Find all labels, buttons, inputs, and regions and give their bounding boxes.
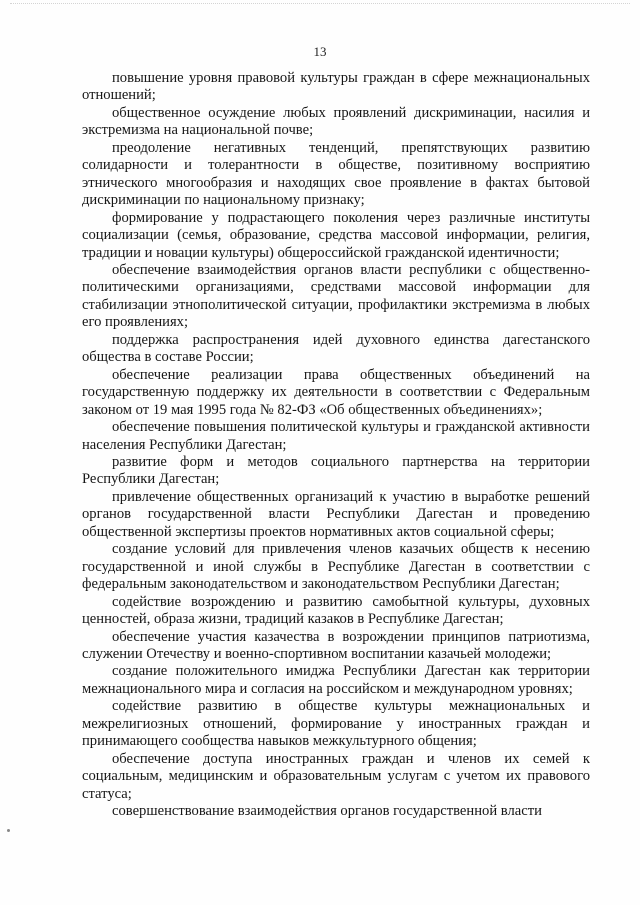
paragraph: обеспечение участия казачества в возрождении принципов патриотизма, служении Отечеству и военно-спортивном воспитании казачьей молодежи; xyxy=(82,628,590,662)
paragraph: поддержка распространения идей духовного единства дагестанского общества в составе России; xyxy=(82,331,590,366)
paragraph: повышение уровня правовой культуры граждан в сфере межнациональных отношений; xyxy=(82,70,590,104)
paragraph: привлечение общественных организаций к участию в выработке решений органов государственной власти Республики Дагестан и проведению общественной экспертизы проектов нормативных актов социальной сферы; xyxy=(82,488,590,540)
scan-edge-artifact xyxy=(10,3,630,6)
paragraph: развитие форм и методов социального партнерства на территории Республики Дагестан; xyxy=(82,453,590,488)
paragraph: обеспечение доступа иностранных граждан и членов их семей к социальным, медицинским и образовательным услугам с учетом их правового статуса; xyxy=(82,750,590,802)
paragraph: создание условий для привлечения членов казачьих обществ к несению государственной и иной службы в Республике Дагестан в соответствии с федеральным законодательством и законодательством Республики Дагестан; xyxy=(82,541,590,593)
scan-margin-mark xyxy=(7,829,10,832)
document-body xyxy=(82,70,590,820)
paragraph: общественное осуждение любых проявлений дискриминации, насилия и экстремизма на национальной почве; xyxy=(82,104,590,139)
paragraph: обеспечение реализации права общественных объединений на государственную поддержку их деятельности в соответствии с Федеральным законом от 19 мая 1995 года № 82-ФЗ «Об общественных объединениях»; xyxy=(82,366,590,418)
paragraph: обеспечение взаимодействия органов власти республики с общественно-политическими организациями, средствами массовой информации для стабилизации этнополитической ситуации, профилактики экстремизма в любых его проявлениях; xyxy=(82,261,590,331)
paragraph: совершенствование взаимодействия органов государственной власти xyxy=(112,803,542,820)
paragraph: формирование у подрастающего поколения через различные институты социализации (семья, образование, средства массовой информации, религия, традиции и новации культуры) общероссийской гражданской идентичности; xyxy=(82,209,590,261)
page-number: 13 xyxy=(313,44,327,59)
paragraph: создание положительного имиджа Республики Дагестан как территории межнационального мира и согласия на российском и международном уровнях; xyxy=(82,663,590,697)
paragraph: содействие развитию в обществе культуры межнациональных и межрелигиозных отношений, формирование у иностранных граждан и принимающего сообщества навыков межкультурного общения; xyxy=(82,698,590,750)
paragraph: обеспечение повышения политической культуры и гражданской активности населения Республики Дагестан; xyxy=(82,419,590,453)
paragraph: преодоление негативных тенденций, препятствующих развитию солидарности и толерантности в обществе, позитивному восприятию этнического многообразия и находящих свое проявление в фактах бытовой дискриминации по национальному признаку; xyxy=(82,139,590,209)
paragraph: содействие возрождению и развитию самобытной культуры, духовных ценностей, образа жизни, традиций казаков в Республике Дагестан; xyxy=(82,593,590,628)
